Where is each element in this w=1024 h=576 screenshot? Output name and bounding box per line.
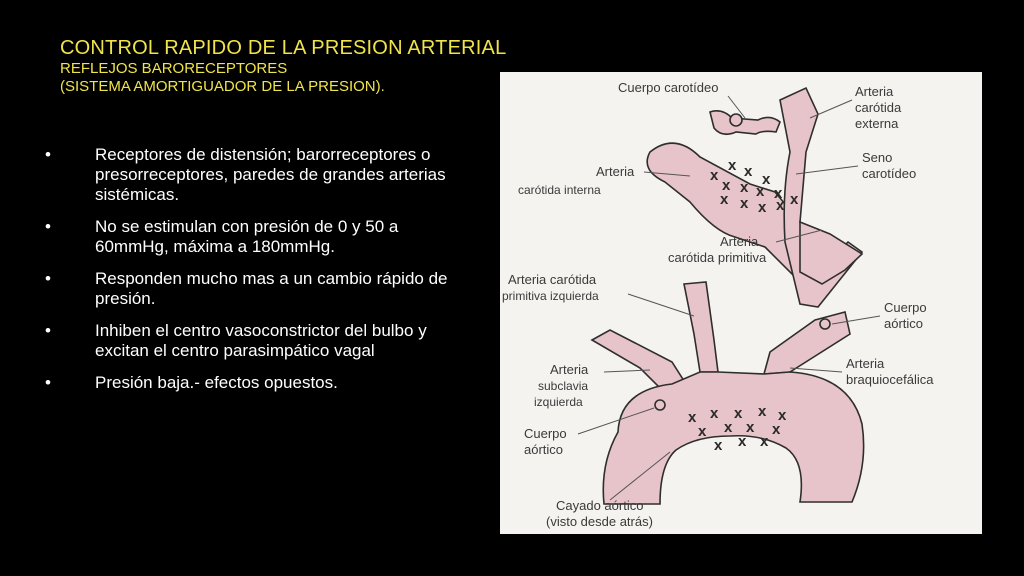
- cuerpo-aortico-right-node: [820, 319, 830, 329]
- receptor-mark: x: [774, 185, 783, 202]
- label-carotida-izq-2: primitiva izquierda: [502, 289, 599, 303]
- label-carotida-izq-1: Arteria carótida: [508, 272, 597, 287]
- label-cuerpo-aortico-r-1: Cuerpo: [884, 300, 927, 315]
- receptor-mark: x: [744, 163, 753, 180]
- label-cuerpo-aortico-r-2: aórtico: [884, 316, 924, 331]
- label-cuerpo-aortico-l-2: aórtico: [524, 442, 564, 457]
- cuerpo-carotideo-shape: [710, 111, 780, 134]
- receptor-mark: x: [790, 191, 799, 208]
- receptor-mark: x: [728, 157, 737, 174]
- cuerpo-aortico-left-node: [655, 400, 665, 410]
- slide-title: CONTROL RAPIDO DE LA PRESION ARTERIAL: [60, 37, 507, 59]
- slide-subtitle-1: REFLEJOS BARORECEPTORES: [60, 60, 288, 77]
- receptor-mark: x: [698, 423, 707, 440]
- cuerpo-carotideo-node: [730, 114, 742, 126]
- receptor-mark: x: [722, 177, 731, 194]
- bullet-text: Inhiben el centro vasoconstrictor del bulbo y excitan el centro parasimpático vagal: [95, 321, 427, 360]
- bullet-marker: •: [45, 269, 51, 288]
- receptor-mark: x: [734, 405, 743, 422]
- receptor-mark: x: [778, 407, 787, 424]
- carotida-primitiva-vessel: [800, 222, 862, 284]
- label-carotida-externa-3: externa: [855, 116, 899, 131]
- receptor-mark: x: [714, 437, 723, 454]
- label-cayado-2: (visto desde atrás): [546, 514, 653, 529]
- baroreceptor-diagram: [500, 72, 982, 534]
- label-carotida-externa-2: carótida: [855, 100, 902, 115]
- bullet-text: No se estimulan con presión de 0 y 50 a 60mmHg, máxima a 180mmHg.: [95, 217, 399, 256]
- label-subclavia-1: Arteria: [550, 362, 589, 377]
- receptor-mark: x: [688, 409, 697, 426]
- bullet-item: [45, 321, 465, 361]
- receptor-mark: x: [762, 171, 771, 188]
- receptor-mark: x: [746, 419, 755, 436]
- label-subclavia-2: subclavia: [538, 379, 589, 393]
- bullet-marker: •: [45, 321, 51, 340]
- label-cayado-1: Cayado aórtico: [556, 498, 644, 513]
- label-carotida-interna-1: Arteria: [596, 164, 635, 179]
- receptor-mark: x: [772, 421, 781, 438]
- label-braquio-2: braquiocefálica: [846, 372, 934, 387]
- bullet-text: Presión baja.- efectos opuestos.: [95, 373, 338, 392]
- receptor-mark: x: [758, 403, 767, 420]
- label-carotida-interna-2: carótida interna: [518, 183, 601, 197]
- bullet-marker: •: [45, 217, 51, 236]
- label-subclavia-3: izquierda: [534, 395, 583, 409]
- diagram-svg: [500, 72, 982, 534]
- carotida-izquierda-vessel: [684, 282, 718, 372]
- receptor-mark: x: [758, 199, 767, 216]
- bullet-item: [45, 373, 465, 393]
- slide-subtitle-2: (SISTEMA AMORTIGUADOR DE LA PRESION).: [60, 78, 385, 95]
- label-braquio-1: Arteria: [846, 356, 885, 371]
- bullet-list: [45, 145, 465, 405]
- label-seno-1: Seno: [862, 150, 893, 165]
- receptor-mark: x: [740, 195, 749, 212]
- bullet-item: [45, 145, 465, 205]
- receptor-mark: x: [720, 191, 729, 208]
- label-carotida-primitiva-1: Arteria: [720, 234, 759, 249]
- label-seno-2: carotídeo: [862, 166, 917, 181]
- leader-line: [790, 368, 842, 372]
- braquiocefalica-vessel: [764, 312, 850, 374]
- bullet-text: Receptores de distensión; barorreceptores o presorreceptores, paredes de grandes arterias sistémicas.: [95, 145, 446, 204]
- receptor-mark: x: [710, 405, 719, 422]
- bullet-text: Responden mucho mas a un cambio rápido de presión.: [95, 269, 448, 308]
- label-carotida-primitiva-2: carótida primitiva: [668, 250, 767, 265]
- subclavia-vessel: [592, 330, 686, 390]
- bullet-marker: •: [45, 145, 51, 164]
- receptor-mark: x: [724, 419, 733, 436]
- receptor-mark: x: [756, 183, 765, 200]
- receptor-mark: x: [740, 179, 749, 196]
- bullet-marker: •: [45, 373, 51, 392]
- bullet-item: [45, 217, 465, 257]
- bullet-item: [45, 269, 465, 309]
- receptor-mark: x: [760, 433, 769, 450]
- receptor-mark: x: [776, 197, 785, 214]
- label-cuerpo-carotideo: Cuerpo carotídeo: [618, 80, 719, 95]
- label-cuerpo-aortico-l-1: Cuerpo: [524, 426, 567, 441]
- receptor-mark: x: [738, 433, 747, 450]
- label-carotida-externa-1: Arteria: [855, 84, 894, 99]
- receptor-mark: x: [710, 167, 719, 184]
- title-block: [60, 36, 507, 96]
- cayado-aortico-vessel: [603, 372, 863, 504]
- leader-line: [628, 294, 694, 316]
